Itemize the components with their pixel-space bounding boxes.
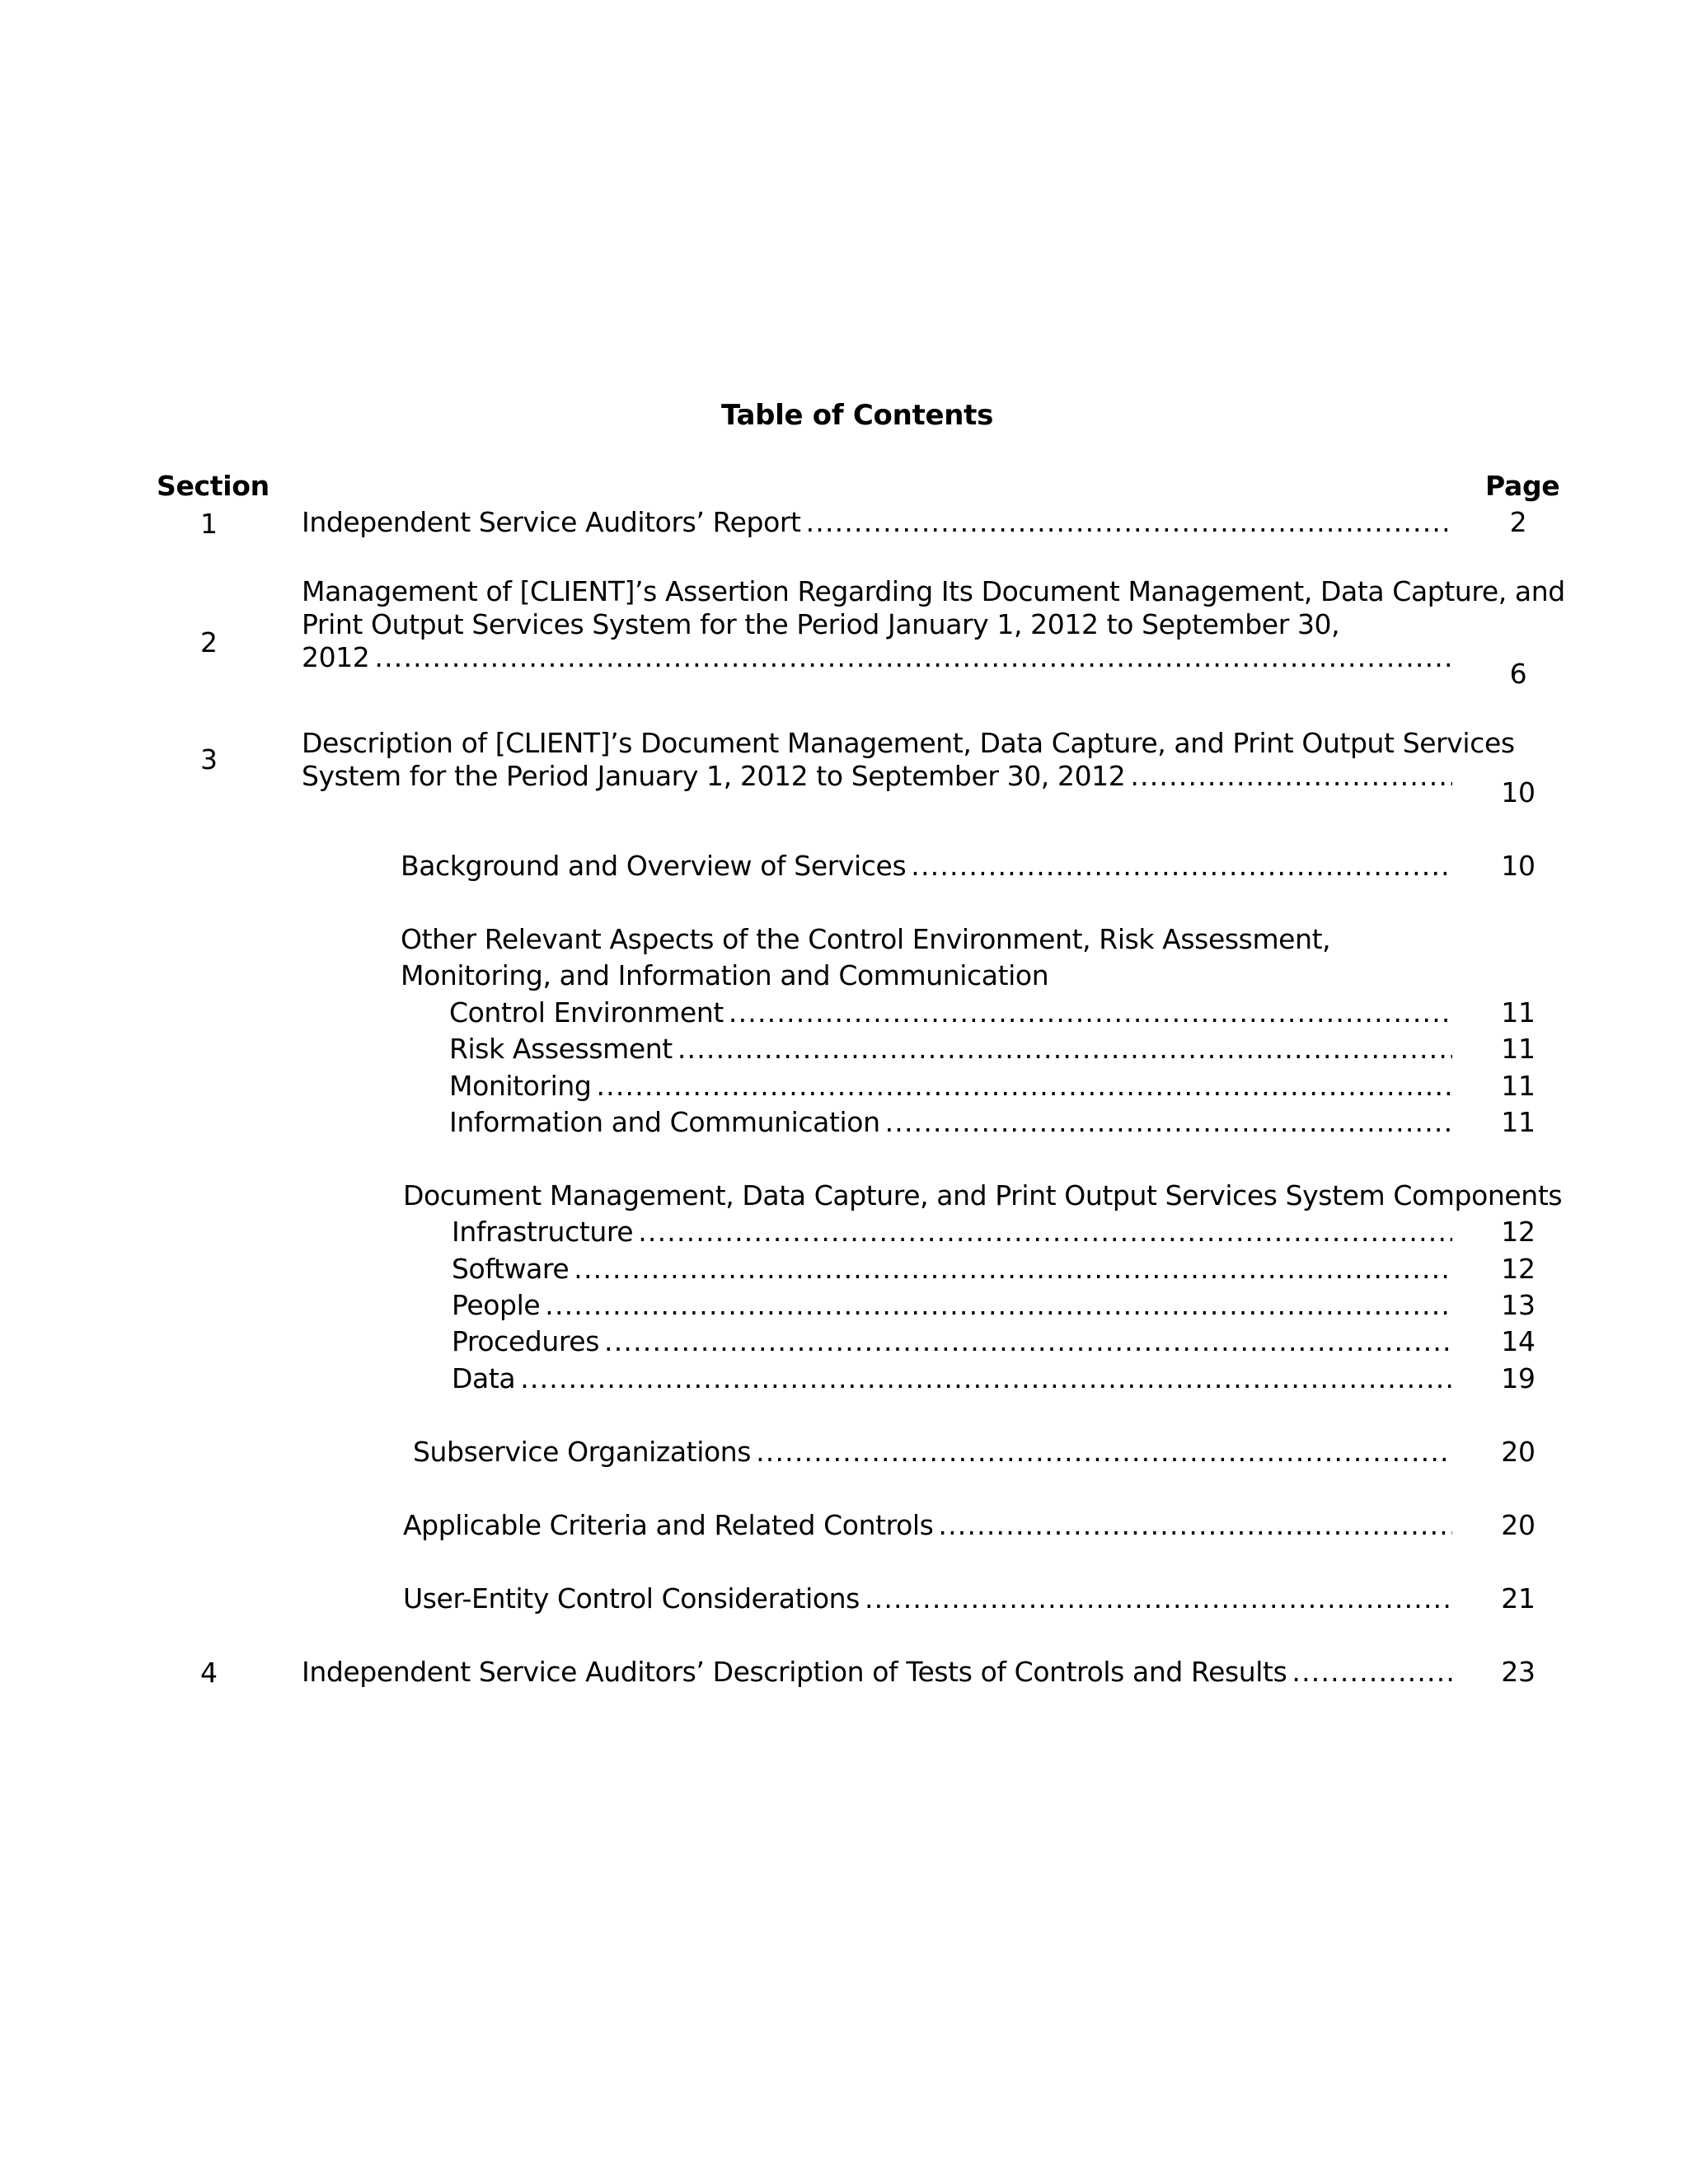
toc-page-number: 20 [1501,1509,1536,1541]
toc-entry-line: Description of [CLIENT]’s Document Management, Data Capture, and Print Output Services [302,727,1515,759]
toc-page-number: 21 [1501,1582,1536,1615]
toc-entry [302,1656,1452,1689]
toc-entry-line: Management of [CLIENT]’s Assertion Regarding Its Document Management, Data Capture, and [302,575,1565,607]
toc-page-number: 13 [1501,1289,1536,1321]
toc-entry [452,1289,1452,1322]
toc-entry [413,1436,1452,1469]
toc-page-number: 14 [1501,1325,1536,1357]
toc-entry [449,1106,1452,1139]
dot-leader [729,996,1452,1029]
dot-leader [678,1033,1452,1066]
toc-entry-text: Data [452,1362,516,1394]
dot-leader [545,1289,1452,1322]
toc-entry-text: Infrastructure [452,1216,634,1248]
toc-page-number: 23 [1501,1656,1536,1688]
toc-page-number: 11 [1501,996,1536,1029]
toc-page-number: 2 [1509,506,1527,538]
toc-entry [449,996,1452,1029]
section-number: 2 [200,626,218,658]
toc-entry-text: 2012 [302,641,370,673]
section-number: 3 [200,743,218,776]
toc-entry [452,1216,1452,1249]
dot-leader [638,1216,1452,1249]
dot-leader [520,1362,1452,1395]
toc-entry-text: Subservice Organizations [413,1436,752,1468]
toc-page-number: 12 [1501,1253,1536,1285]
dot-leader [938,1509,1452,1542]
dot-leader [865,1582,1452,1615]
toc-page-number: 12 [1501,1216,1536,1248]
toc-subheading-line: Monitoring, and Information and Communication [401,959,1049,991]
toc-subheading-line: Other Relevant Aspects of the Control Environment, Risk Assessment, [401,923,1331,955]
dot-leader [756,1436,1452,1469]
toc-entry [302,641,1452,674]
toc-entry [302,506,1452,539]
dot-leader [604,1325,1452,1358]
toc-page-number: 11 [1501,1033,1536,1065]
toc-entry-text: System for the Period January 1, 2012 to September 30, 2012 [302,760,1126,792]
toc-entry-text: Background and Overview of Services [401,850,907,882]
toc-entry [449,1070,1452,1103]
toc-page-number: 11 [1501,1106,1536,1138]
toc-entry-text: Independent Service Auditors’ Report [302,506,801,538]
toc-entry [302,760,1452,793]
toc-entry [403,1582,1452,1615]
toc-entry [452,1325,1452,1358]
dot-leader [1130,760,1452,793]
toc-entry-text: Procedures [452,1325,599,1357]
toc-page-number: 6 [1509,658,1527,690]
toc-entry-text: Independent Service Auditors’ Description of Tests of Controls and Results [302,1656,1287,1688]
toc-entry [449,1033,1452,1066]
dot-leader [885,1106,1452,1139]
dot-leader [911,850,1452,883]
dot-leader [374,641,1452,674]
section-number: 1 [200,508,218,540]
toc-entry-text: Monitoring [449,1070,592,1102]
toc-entry-text: Control Environment [449,996,724,1029]
dot-leader [596,1070,1452,1103]
toc-entry [452,1253,1452,1286]
dot-leader [806,506,1452,539]
toc-entry [401,850,1452,883]
section-number: 4 [200,1657,218,1689]
toc-entry [452,1362,1452,1395]
toc-entry-text: Applicable Criteria and Related Controls [403,1509,934,1541]
dot-leader [574,1253,1452,1286]
page-column-header: Page [1485,470,1560,502]
toc-subheading-line: Document Management, Data Capture, and Print Output Services System Components [403,1179,1563,1212]
page-title: Table of Contents [720,399,994,432]
toc-page-number: 20 [1501,1436,1536,1468]
toc-entry-text: Information and Communication [449,1106,880,1138]
dot-leader [1292,1656,1452,1689]
toc-page-number: 10 [1501,850,1536,882]
toc-entry-text: Risk Assessment [449,1033,673,1065]
toc-entry [403,1509,1452,1542]
toc-entry-text: User-Entity Control Considerations [403,1582,860,1615]
toc-entry-text: Software [452,1253,570,1285]
section-column-header: Section [157,470,270,502]
toc-entry-text: People [452,1289,541,1321]
toc-page-number: 19 [1501,1362,1536,1394]
toc-entry-line: Print Output Services System for the Period January 1, 2012 to September 30, [302,608,1340,640]
toc-page-number: 10 [1501,776,1536,808]
toc-page-number: 11 [1501,1070,1536,1102]
